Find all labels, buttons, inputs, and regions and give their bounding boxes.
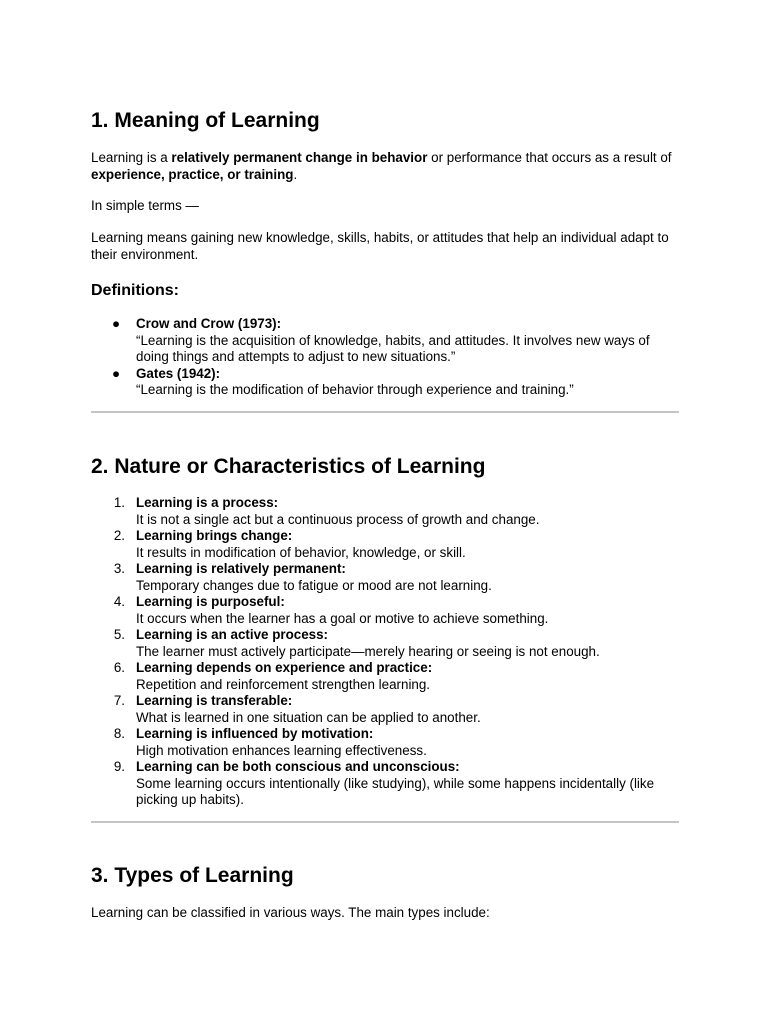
item-number: 8.	[113, 726, 125, 741]
definition-title: Crow and Crow (1973):	[136, 316, 282, 331]
characteristic-title: Learning is an active process:	[136, 627, 329, 642]
item-number: 1.	[113, 495, 125, 510]
item-number: 2.	[113, 528, 125, 543]
characteristic-text: Temporary changes due to fatigue or mood are not learning.	[136, 577, 492, 593]
definition-item	[91, 366, 679, 399]
characteristic-text: It is not a single act but a continuous process of growth and change.	[136, 511, 540, 527]
section1-paragraph-definition	[91, 150, 683, 183]
definitions-list	[91, 316, 679, 399]
definitions-heading: Definitions:	[91, 282, 179, 299]
section3-paragraph-intro: Learning can be classified in various ways. The main types include:	[91, 905, 490, 920]
characteristic-text: Repetition and reinforcement strengthen learning.	[136, 676, 431, 692]
characteristic-item	[91, 594, 679, 627]
definition-text: “Learning is the acquisition of knowledge, habits, and attitudes. It involves new ways of doing things and attempts to adjust to new situations.”	[136, 332, 650, 364]
section2-heading: 2. Nature or Characteristics of Learning	[91, 455, 486, 478]
section3-heading: 3. Types of Learning	[91, 864, 294, 887]
definition-text: “Learning is the modification of behavior through experience and training.”	[136, 382, 574, 397]
definition-title: Gates (1942):	[136, 365, 221, 381]
definition-item	[91, 316, 679, 366]
characteristic-item	[91, 495, 679, 528]
characteristics-list	[91, 495, 679, 809]
section1-heading: 1. Meaning of Learning	[91, 109, 320, 132]
item-number: 9.	[113, 759, 125, 774]
characteristic-item	[91, 528, 679, 561]
characteristic-title: Learning is transferable:	[136, 693, 293, 708]
characteristic-item	[91, 660, 679, 693]
characteristic-text: What is learned in one situation can be applied to another.	[136, 709, 481, 725]
characteristic-text: High motivation enhances learning effectiveness.	[136, 742, 427, 758]
characteristic-title: Learning is relatively permanent:	[136, 561, 346, 576]
horizontal-divider	[91, 411, 679, 413]
characteristic-title: Learning brings change:	[136, 528, 293, 543]
characteristic-title: Learning can be both conscious and unconscious:	[136, 759, 460, 774]
section1-paragraph-simple-terms: In simple terms —	[91, 198, 199, 213]
characteristic-item	[91, 726, 679, 759]
characteristic-title: Learning is influenced by motivation:	[136, 726, 374, 741]
item-number: 5.	[113, 627, 125, 642]
characteristic-title: Learning is purposeful:	[136, 594, 285, 609]
bold-run: experience, practice, or training	[91, 166, 294, 182]
characteristic-item	[91, 627, 679, 660]
text-run: or performance that occurs as a result of	[427, 150, 672, 165]
characteristic-item	[91, 561, 679, 594]
characteristic-title: Learning is a process:	[136, 495, 279, 510]
text-run: Learning is a	[91, 150, 172, 165]
bullet-icon: ●	[112, 365, 121, 381]
characteristic-text: It results in modification of behavior, knowledge, or skill.	[136, 544, 466, 560]
section1-paragraph-meaning: Learning means gaining new knowledge, skills, habits, or attitudes that help an individual adapt to their environment.	[91, 230, 669, 262]
text-run: .	[293, 166, 298, 182]
bold-run: relatively permanent change in behavior	[171, 150, 428, 165]
bullet-icon: ●	[112, 316, 121, 331]
item-number: 6.	[113, 660, 125, 675]
horizontal-divider	[91, 821, 679, 823]
characteristic-text: It occurs when the learner has a goal or motive to achieve something.	[136, 610, 549, 626]
item-number: 7.	[113, 693, 125, 708]
item-number: 4.	[113, 594, 125, 609]
item-number: 3.	[113, 561, 125, 576]
characteristic-title: Learning depends on experience and practice:	[136, 660, 433, 675]
characteristic-text: The learner must actively participate—merely hearing or seeing is not enough.	[136, 643, 600, 659]
characteristic-item	[91, 693, 679, 726]
characteristic-item	[91, 759, 679, 809]
characteristic-text: Some learning occurs intentionally (like studying), while some happens incidentally (like picking up habits).	[136, 775, 655, 807]
